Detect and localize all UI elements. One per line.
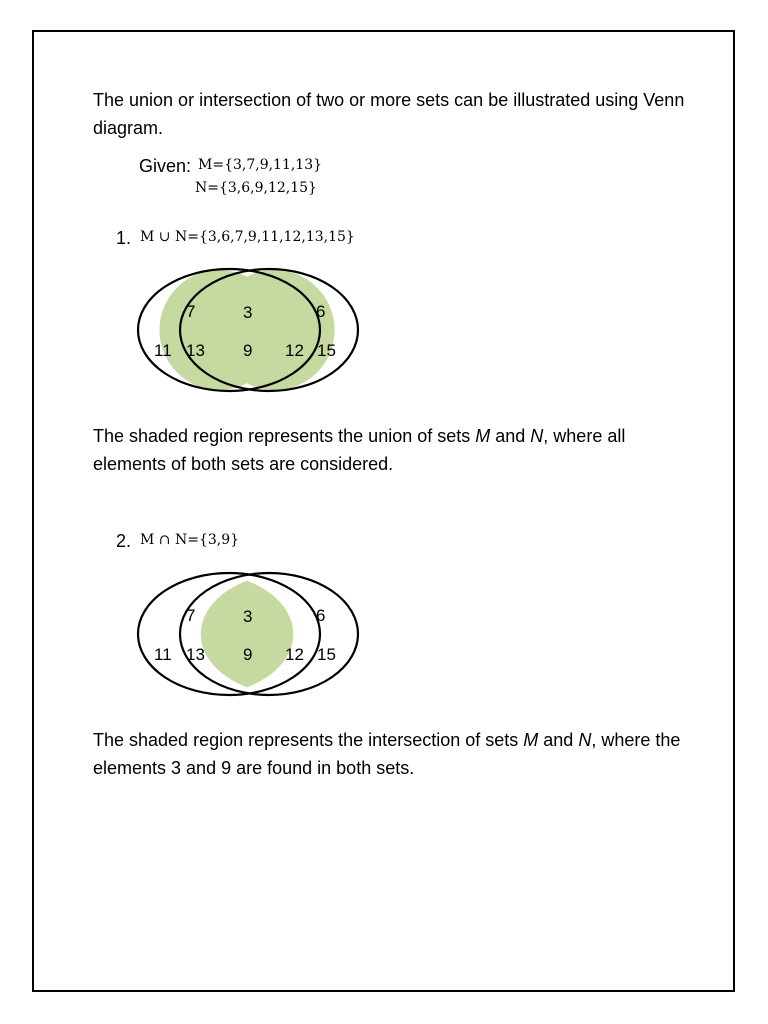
element-3: 3 <box>243 303 253 322</box>
item-2-number: 2. <box>116 531 132 551</box>
element-13: 13 <box>186 645 205 664</box>
intersection-description-set-n: N <box>578 730 592 750</box>
union-description-text: The shaded region represents the union of sets <box>93 426 476 446</box>
intro-text: The union or intersection of two or more sets can be illustrated using Venn diagram. <box>93 90 685 138</box>
set-n-definition: N={3,6,9,12,15} <box>195 180 317 196</box>
page-border <box>32 30 735 992</box>
element-12: 12 <box>285 645 304 664</box>
element-11: 11 <box>154 341 172 360</box>
union-description-set-n: N <box>530 426 544 446</box>
union-description-and: and <box>490 426 531 446</box>
union-shaded-region <box>159 270 334 390</box>
union-description <box>93 422 703 478</box>
element-15: 15 <box>317 341 336 360</box>
element-6: 6 <box>316 606 326 625</box>
item-1-number: 1. <box>116 228 132 248</box>
element-13: 13 <box>186 341 205 360</box>
intersection-venn-diagram <box>130 570 370 705</box>
element-7: 7 <box>186 606 196 625</box>
element-7: 7 <box>186 302 196 321</box>
element-12: 12 <box>285 341 304 360</box>
intersection-description-text: The shaded region represents the intersection of sets <box>93 730 524 750</box>
element-9: 9 <box>243 341 253 360</box>
given-label: Given: <box>139 156 192 176</box>
element-9: 9 <box>243 645 253 664</box>
intersection-description-tail: , where the elements 3 and 9 are found in both sets. <box>93 730 681 778</box>
intersection-description-set-m: M <box>523 730 539 750</box>
union-description-tail: , where all elements of both sets are considered. <box>93 426 626 474</box>
element-15: 15 <box>317 645 336 664</box>
intersection-description-and: and <box>538 730 579 750</box>
intersection-shaded-region <box>201 581 293 688</box>
element-11: 11 <box>154 645 172 664</box>
intersection-description <box>93 726 703 782</box>
union-expression: M ∪ N={3,6,7,9,11,12,13,15} <box>140 229 355 245</box>
element-3: 3 <box>243 607 253 626</box>
intersection-expression: M ∩ N={3,9} <box>140 532 240 548</box>
element-6: 6 <box>316 302 326 321</box>
union-venn-diagram <box>130 266 370 401</box>
union-description-set-m: M <box>475 426 491 446</box>
set-m-definition: M={3,7,9,11,13} <box>198 157 323 173</box>
